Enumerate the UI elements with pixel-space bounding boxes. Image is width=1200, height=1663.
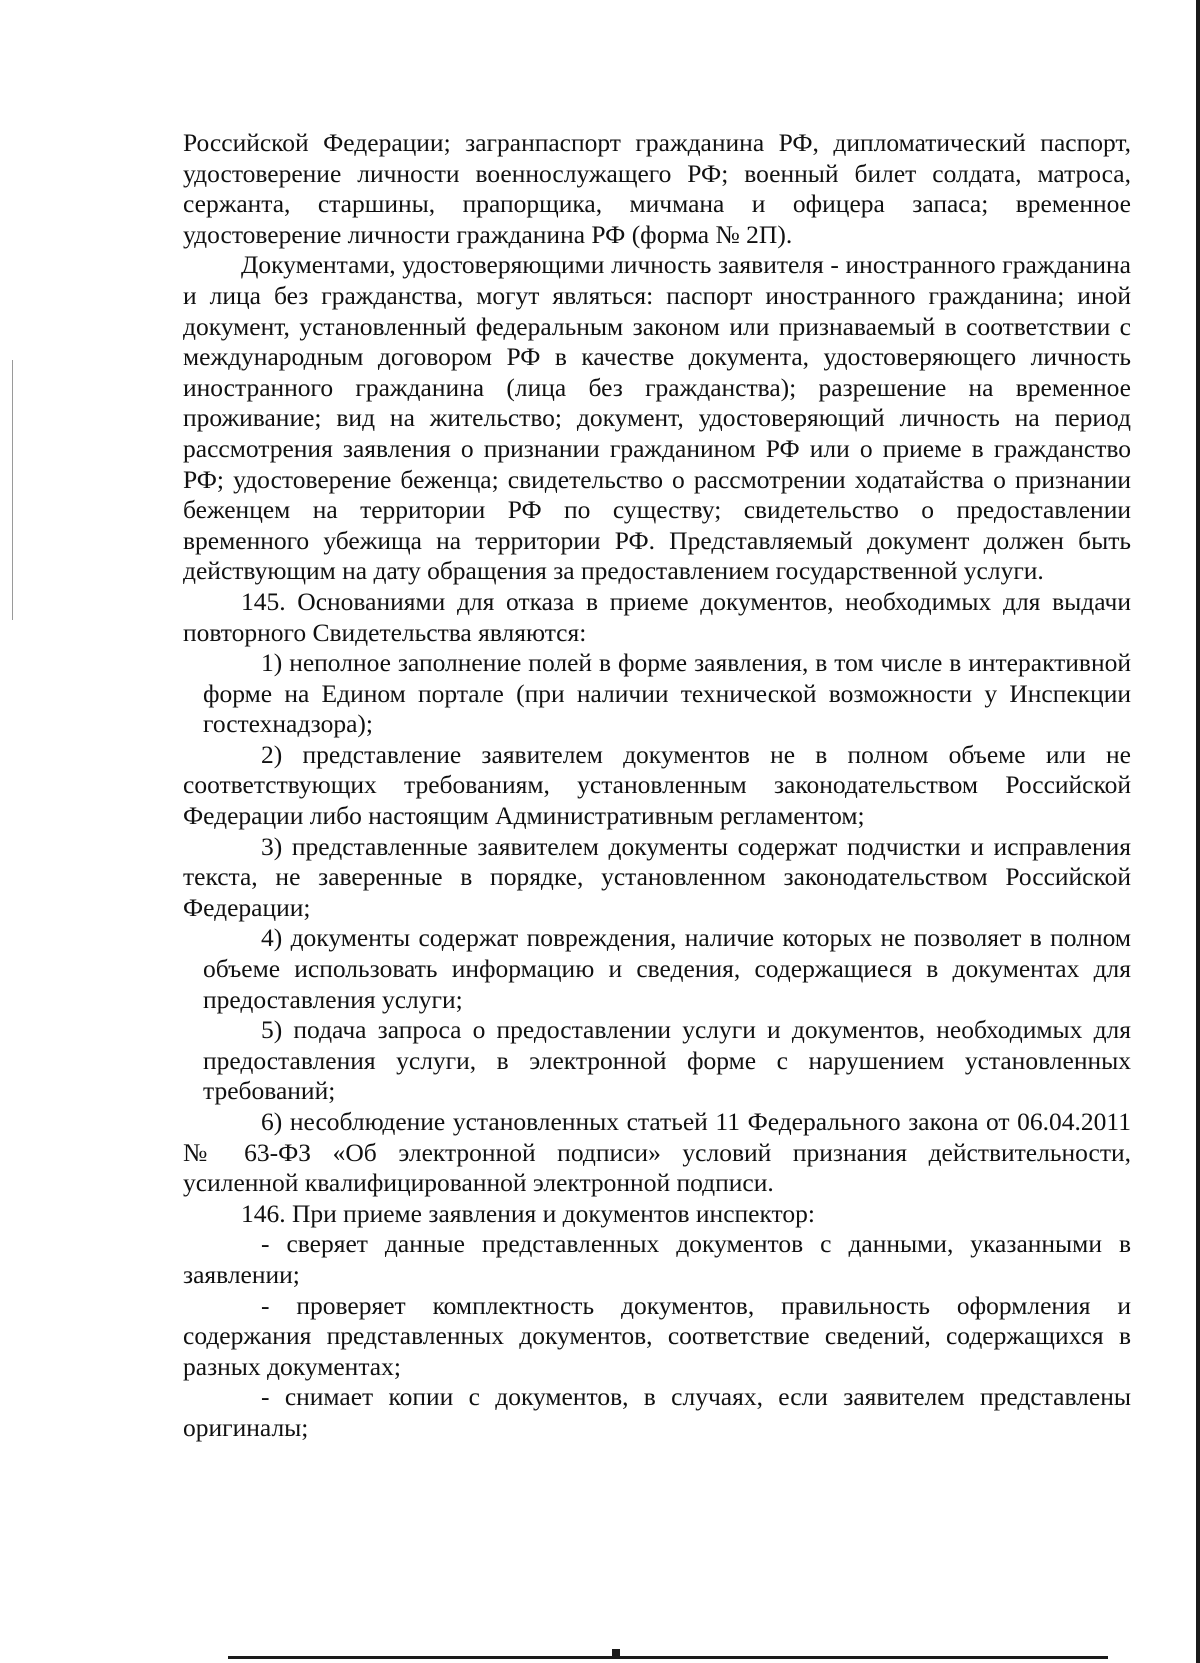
list-item-145-1: 1) неполное заполнение полей в форме заявления, в том числе в интерактивной форме на Едином портале (при наличии технической возможности у Инспекции гостехнадзора);: [203, 648, 1131, 739]
list-item-145-4: 4) документы содержат повреждения, наличие которых не позволяет в полном объеме использовать информацию и сведения, содержащиеся в документах для предоставления услуги;: [203, 923, 1131, 1014]
list-item-146-2: - проверяет комплектность документов, правильность оформления и содержания представленных документов, соответствие сведений, содержащихся в разных документах;: [183, 1290, 1131, 1381]
list-item-145-3: 3) представленные заявителем документы содержат подчистки и исправления текста, не заверенные в порядке, установленном законодательством Российской Федерации;: [183, 831, 1131, 922]
list-item-145-2: 2) представление заявителем документов не в полном объеме или не соответствующих требованиям, установленным законодательством Российской Федерации либо настоящим Административным регламентом;: [183, 739, 1131, 831]
list-item-146-3: - снимает копии с документов, в случаях, если заявителем представлены оригиналы;: [183, 1382, 1131, 1442]
list-item-146-1: - сверяет данные представленных документов с данными, указанными в заявлении;: [183, 1229, 1131, 1289]
paragraph-146: 146. При приеме заявления и документов инспектор:: [241, 1198, 815, 1228]
scan-edge-bottom: [228, 1656, 1108, 1659]
paragraph-145: 145. Основаниями для отказа в приеме документов, необходимых для выдачи повторного Свидетельства являются:: [183, 586, 1131, 647]
paragraph-foreign-id-documents: Документами, удостоверяющими личность заявителя - иностранного гражданина и лица без гражданства, могут являться: паспорт иностранного гражданина; иной документ, установленный федеральным законом или признаваемый в соответствии с международным договором РФ в качестве документа, удостоверяющего личность иностранного гражданина (лица без гражданства); разрешение на временное проживание; вид на жительство; документ, удостоверяющий личность на период рассмотрения заявления о признании гражданином РФ или о приеме в гражданство РФ; удостоверение беженца; свидетельство о рассмотрении ходатайства о признании беженцем на территории РФ по существу; свидетельство о предоставлении временного убежища на территории РФ. Представляемый документ должен быть действующим на дату обращения за предоставлением государственной услуги.: [183, 250, 1131, 586]
scan-edge-right: [1196, 0, 1200, 1663]
document-body: [183, 128, 1131, 1444]
list-item-145-5: 5) подача запроса о предоставлении услуги и документов, необходимых для предоставления услуги, в электронной форме с нарушением установленных требований;: [203, 1015, 1131, 1106]
paragraph-id-documents-continued: Российской Федерации; загранпаспорт гражданина РФ, дипломатический паспорт, удостоверение личности военнослужащего РФ; военный билет солдата, матроса, сержанта, старшины, прапорщика, мичмана и офицера запаса; временное удостоверение личности гражданина РФ (форма № 2П).: [183, 128, 1131, 249]
scan-artifact-left: [12, 360, 13, 620]
scan-artifact-bottom: [612, 1649, 620, 1659]
list-item-145-6: 6) несоблюдение установленных статьей 11 Федерального закона от 06.04.2011 № 63-ФЗ «Об электронной подписи» условий признания действительности, усиленной квалифицированной электронной подписи.: [183, 1107, 1131, 1198]
